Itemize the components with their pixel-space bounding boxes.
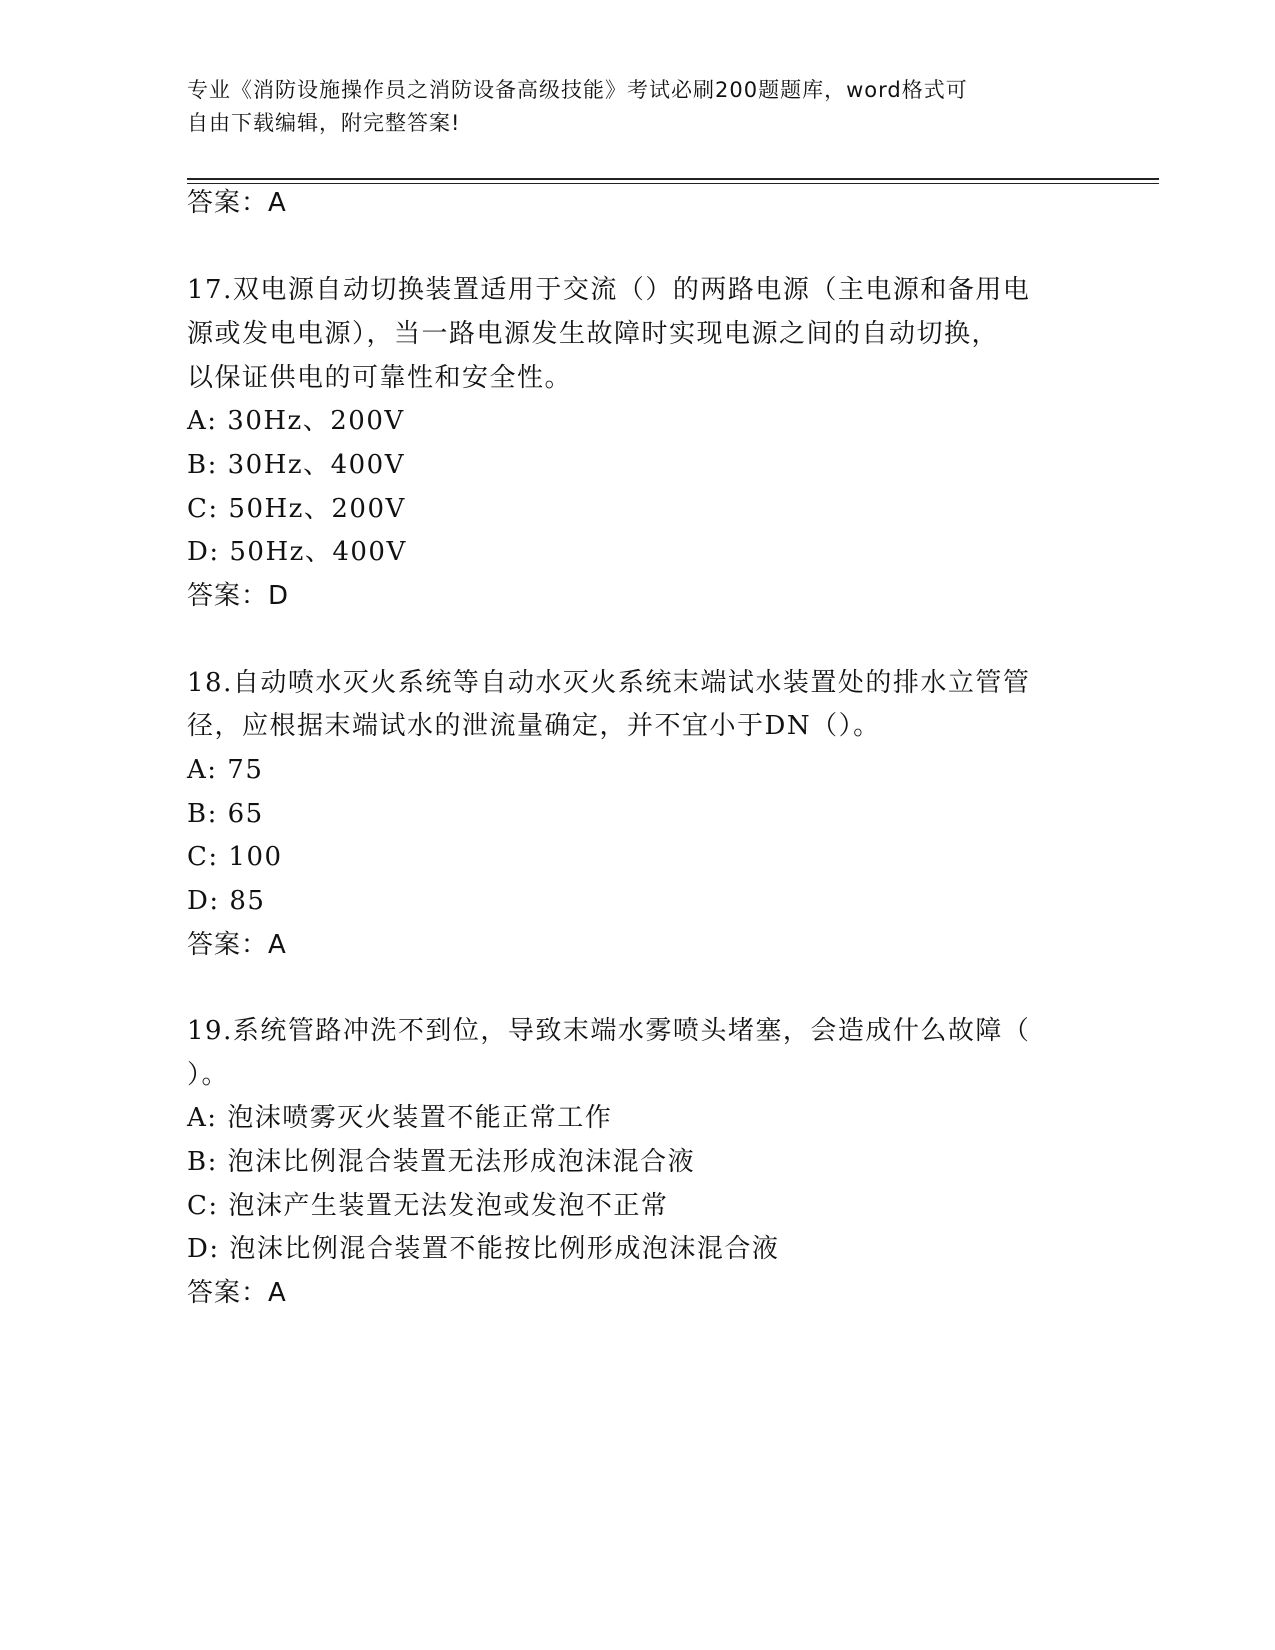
option-d: D: 85	[187, 886, 266, 916]
option-a: A: 75	[187, 755, 264, 785]
question-stem-line: 18.自动喷水灭火系统等自动水灭火系统末端试水装置处的排水立管管	[187, 668, 1031, 698]
option-c: C: 泡沫产生装置无法发泡或发泡不正常	[187, 1191, 669, 1221]
option-d: D: 泡沫比例混合装置不能按比例形成泡沫混合液	[187, 1234, 780, 1264]
option-b: B: 30Hz、400V	[187, 450, 405, 480]
answer-label: 答案：A	[187, 1278, 287, 1308]
option-a: A: 30Hz、200V	[187, 406, 405, 436]
document-header	[187, 74, 1087, 140]
option-b: B: 泡沫比例混合装置无法形成泡沫混合液	[187, 1147, 696, 1177]
option-d: D: 50Hz、400V	[187, 537, 407, 567]
header-line-1: 专业《消防设施操作员之消防设备高级技能》考试必刷200题题库，word格式可	[187, 78, 968, 102]
question-stem-line: 以保证供电的可靠性和安全性。	[187, 363, 573, 393]
question-stem-line: 源或发电电源），当一路电源发生故障时实现电源之间的自动切换，	[187, 319, 1000, 349]
header-divider	[187, 178, 1159, 184]
answer-label: 答案：D	[187, 581, 290, 611]
answer-label: 答案：A	[187, 930, 287, 960]
question-stem-line: 19.系统管路冲洗不到位，导致末端水雾喷头堵塞，会造成什么故障（	[187, 1016, 1031, 1046]
question-stem-line: 径，应根据末端试水的泄流量确定，并不宜小于DN（）。	[187, 711, 881, 741]
previous-answer: 答案：A	[187, 188, 287, 218]
header-line-2: 自由下载编辑，附完整答案!	[187, 111, 461, 135]
question-stem-line: ）。	[187, 1060, 230, 1090]
option-a: A: 泡沫喷雾灭火装置不能正常工作	[187, 1103, 613, 1133]
question-stem-line: 17.双电源自动切换装置适用于交流（）的两路电源（主电源和备用电	[187, 275, 1031, 305]
option-c: C: 100	[187, 842, 283, 872]
option-b: B: 65	[187, 799, 264, 829]
option-c: C: 50Hz、200V	[187, 494, 406, 524]
